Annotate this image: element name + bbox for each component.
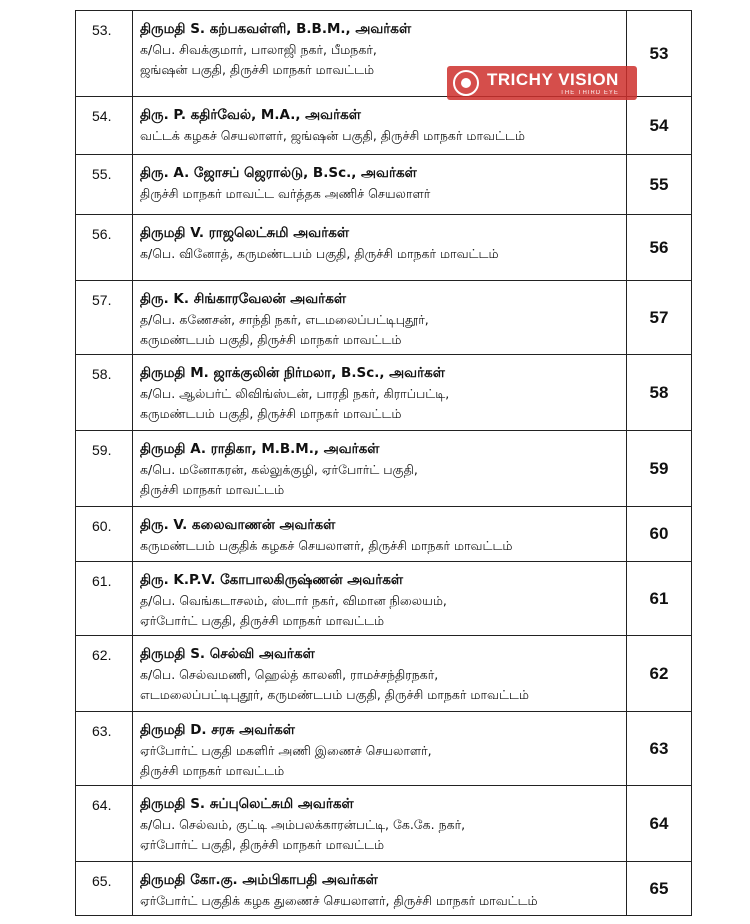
- entry-details: [133, 786, 627, 862]
- entry-address-line: திருச்சி மாநகர் மாவட்ட வர்த்தக அணிச் செயலாளர்: [140, 186, 431, 201]
- entry-name: திரு. K. சிங்காரவேலன் அவர்கள்: [140, 291, 347, 307]
- entry-address-line: கருமண்டபம் பகுதி, திருச்சி மாநகர் மாவட்டம்: [140, 332, 402, 347]
- entry-address-line: கருமண்டபம் பகுதி, திருச்சி மாநகர் மாவட்டம்: [140, 406, 402, 421]
- table-row: [76, 712, 692, 786]
- entry-address-line: க/பெ. செல்வம், குட்டி அம்பலக்காரன்பட்டி, கே.கே. நகர்,: [140, 817, 466, 832]
- serial-number: 57.: [76, 281, 133, 355]
- entry-address-line: ஏர்போர்ட் பகுதிக் கழக துணைச் செயலாளர், திருச்சி மாநகர் மாவட்டம்: [140, 893, 538, 908]
- entry-address-line: கருமண்டபம் பகுதிக் கழகச் செயலாளர், திருச்சி மாநகர் மாவட்டம்: [140, 538, 513, 553]
- entry-address-line: க/பெ. செல்வமணி, ஹெல்த் காலனி, ராமச்சந்திரநகர்,: [140, 667, 439, 682]
- entry-address-line: வட்டக் கழகச் செயலாளர், ஜங்ஷன் பகுதி, திருச்சி மாநகர் மாவட்டம்: [140, 128, 525, 143]
- serial-number: 64.: [76, 786, 133, 862]
- entry-code: 55: [627, 155, 692, 215]
- entry-details: [133, 712, 627, 786]
- entry-address-line: ஏர்போர்ட் பகுதி, திருச்சி மாநகர் மாவட்டம்: [140, 837, 385, 852]
- entry-details: [133, 215, 627, 281]
- entry-code: 58: [627, 355, 692, 431]
- serial-number: 54.: [76, 97, 133, 155]
- entry-name: திருமதி S. கற்பகவள்ளி, B.B.M., அவர்கள்: [140, 21, 412, 37]
- entry-code: 57: [627, 281, 692, 355]
- entry-code: 59: [627, 431, 692, 507]
- eye-logo-icon: [453, 70, 479, 96]
- entry-address-line: த/பெ. வெங்கடாசலம், ஸ்டார் நகர், விமான நிலையம்,: [140, 593, 447, 608]
- serial-number: 55.: [76, 155, 133, 215]
- entry-name: திரு. K.P.V. கோபாலகிருஷ்ணன் அவர்கள்: [140, 572, 404, 588]
- entry-name: திருமதி கோ.கு. அம்பிகாபதி அவர்கள்: [140, 872, 378, 888]
- entry-code: 54: [627, 97, 692, 155]
- table-row: [76, 215, 692, 281]
- entry-name: திரு. V. கலைவாணன் அவர்கள்: [140, 517, 336, 533]
- table-row: [76, 355, 692, 431]
- serial-number: 62.: [76, 636, 133, 712]
- watermark-text: [487, 71, 619, 96]
- entry-details: [133, 507, 627, 562]
- entry-details: [133, 562, 627, 636]
- table-row: [76, 97, 692, 155]
- serial-number: 61.: [76, 562, 133, 636]
- table-row: [76, 786, 692, 862]
- serial-number: 58.: [76, 355, 133, 431]
- entry-address-line: எடமலைப்பட்டிபுதூர், கருமண்டபம் பகுதி, திருச்சி மாநகர் மாவட்டம்: [140, 687, 529, 702]
- entry-details: [133, 281, 627, 355]
- nominee-table: [75, 10, 692, 916]
- entry-code: 61: [627, 562, 692, 636]
- entry-name: திருமதி D. சரசு அவர்கள்: [140, 722, 295, 738]
- entry-name: திருமதி S. சுப்புலெட்சுமி அவர்கள்: [140, 796, 354, 812]
- entry-address-line: க/பெ. மனோகரன், கல்லுக்குழி, ஏர்போர்ட் பகுதி,: [140, 462, 418, 477]
- entry-name: திருமதி M. ஜாக்குலின் நிர்மலா, B.Sc., அவர்கள்: [140, 365, 445, 381]
- entry-code: 56: [627, 215, 692, 281]
- entry-address-line: ஏர்போர்ட் பகுதி, திருச்சி மாநகர் மாவட்டம்: [140, 613, 385, 628]
- serial-number: 53.: [76, 11, 133, 97]
- entry-details: [133, 155, 627, 215]
- serial-number: 65.: [76, 862, 133, 916]
- entry-name: திரு. P. கதிர்வேல், M.A., அவர்கள்: [140, 107, 361, 123]
- entry-code: 53: [627, 11, 692, 97]
- entry-name: திருமதி S. செல்வி அவர்கள்: [140, 646, 315, 662]
- serial-number: 56.: [76, 215, 133, 281]
- watermark-title: TRICHY VISION: [487, 69, 619, 89]
- entry-code: 65: [627, 862, 692, 916]
- entry-code: 63: [627, 712, 692, 786]
- table-row: [76, 431, 692, 507]
- entry-address-line: க/பெ. சிவக்குமார், பாலாஜி நகர், பீமநகர்,: [140, 42, 377, 57]
- entry-address-line: த/பெ. கணேசன், சாந்தி நகர், எடமலைப்பட்டிபுதூர்,: [140, 312, 429, 327]
- serial-number: 60.: [76, 507, 133, 562]
- entry-address-line: க/பெ. வினோத், கருமண்டபம் பகுதி, திருச்சி மாநகர் மாவட்டம்: [140, 246, 499, 261]
- entry-name: திரு. A. ஜோசப் ஜெரால்டு, B.Sc., அவர்கள்: [140, 165, 417, 181]
- entry-name: திருமதி A. ராதிகா, M.B.M., அவர்கள்: [140, 441, 380, 457]
- trichy-vision-watermark: [447, 66, 637, 100]
- entry-address-line: ஜங்ஷன் பகுதி, திருச்சி மாநகர் மாவட்டம்: [140, 62, 375, 77]
- table-row: [76, 562, 692, 636]
- entry-details: [133, 862, 627, 916]
- watermark-tagline: THE THIRD EYE: [560, 89, 619, 96]
- entry-code: 62: [627, 636, 692, 712]
- serial-number: 63.: [76, 712, 133, 786]
- entry-address-line: திருச்சி மாநகர் மாவட்டம்: [140, 763, 285, 778]
- table-row: [76, 155, 692, 215]
- entry-address-line: க/பெ. ஆல்பர்ட் லிவிங்ஸ்டன், பாரதி நகர், கிராப்பட்டி,: [140, 386, 450, 401]
- entry-code: 60: [627, 507, 692, 562]
- entry-address-line: திருச்சி மாநகர் மாவட்டம்: [140, 482, 285, 497]
- entry-address-line: ஏர்போர்ட் பகுதி மகளிர் அணி இணைச் செயலாளர்,: [140, 743, 432, 758]
- table-row: [76, 862, 692, 916]
- entry-code: 64: [627, 786, 692, 862]
- serial-number: 59.: [76, 431, 133, 507]
- entry-details: [133, 431, 627, 507]
- entry-details: [133, 355, 627, 431]
- table-row: [76, 636, 692, 712]
- entry-details: [133, 636, 627, 712]
- table-row: [76, 507, 692, 562]
- entry-name: திருமதி V. ராஜலெட்சுமி அவர்கள்: [140, 225, 350, 241]
- table-row: [76, 281, 692, 355]
- entry-details: [133, 97, 627, 155]
